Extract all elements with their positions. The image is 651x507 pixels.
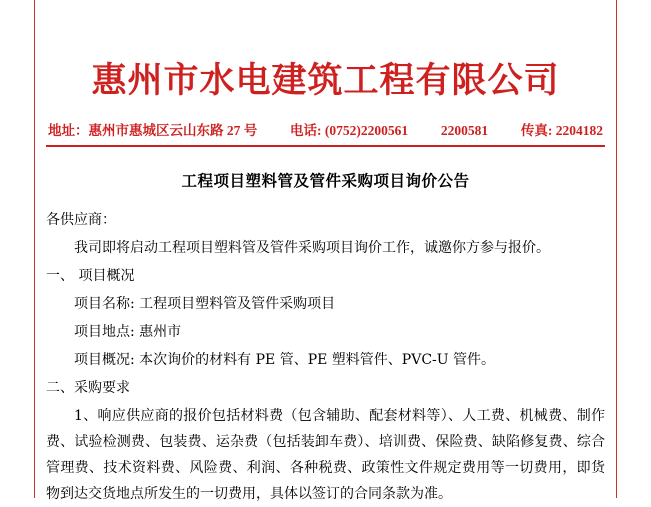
- document-body: [46, 207, 605, 507]
- address-label: 地址：: [48, 122, 89, 138]
- fax-block: [521, 119, 603, 139]
- project-place-row: [46, 319, 605, 345]
- project-place-value: 惠州市: [139, 323, 182, 340]
- phone-value-secondary: 2200581: [440, 122, 489, 138]
- project-name-value: 工程项目塑料管及管件采购项目: [139, 295, 336, 312]
- document-title: 工程项目塑料管及管件采购项目询价公告: [181, 170, 470, 190]
- fax-label: 传真:: [520, 122, 553, 138]
- phone-value: (0752)2200561: [324, 122, 409, 138]
- project-overview-value: 本次询价的材料有 PE 管、PE 塑料管件、PVC-U 管件。: [139, 351, 496, 368]
- letterhead-contact-row: [46, 119, 605, 143]
- fax-value: 2204182: [555, 122, 603, 138]
- project-overview-row: [46, 347, 605, 373]
- project-place-label: 项目地点:: [74, 323, 135, 340]
- requirement-item-1: 1、响应供应商的报价包括材料费（包含辅助、配套材料等）、人工费、机械费、制作费、试验检测费、包装费、运杂费（包括装卸车费）、培训费、保险费、缺陷修复费、综合管理费、技术资料费、风险费、利润、各种税费、政策性文件规定费用等一切费用，即货物到达交货地点所发生的一切费用，具体以签订的合同条款为准。: [46, 407, 605, 502]
- address-block: [48, 119, 257, 139]
- right-margin-rule: [616, 0, 617, 498]
- project-name-label: 项目名称:: [74, 295, 135, 312]
- section-1-heading: 一、 项目概况: [46, 267, 135, 284]
- project-name-row: [46, 291, 605, 317]
- section-2-heading: 二、采购要求: [46, 379, 130, 396]
- letterhead-divider: [46, 145, 605, 147]
- intro-paragraph: 我司即将启动工程项目塑料管及管件采购项目询价工作，诚邀你方参与报价。: [74, 239, 550, 256]
- salutation: 各供应商：: [46, 211, 116, 228]
- company-name-heading: 惠州市水电建筑工程有限公司: [91, 60, 560, 101]
- left-margin-rule: [34, 0, 35, 498]
- address-value: 惠州市惠城区云山东路 27 号: [88, 122, 258, 138]
- project-overview-label: 项目概况:: [74, 351, 135, 368]
- phone-label: 电话:: [290, 122, 322, 138]
- phone-block: [290, 119, 408, 139]
- page-content: [46, 0, 605, 502]
